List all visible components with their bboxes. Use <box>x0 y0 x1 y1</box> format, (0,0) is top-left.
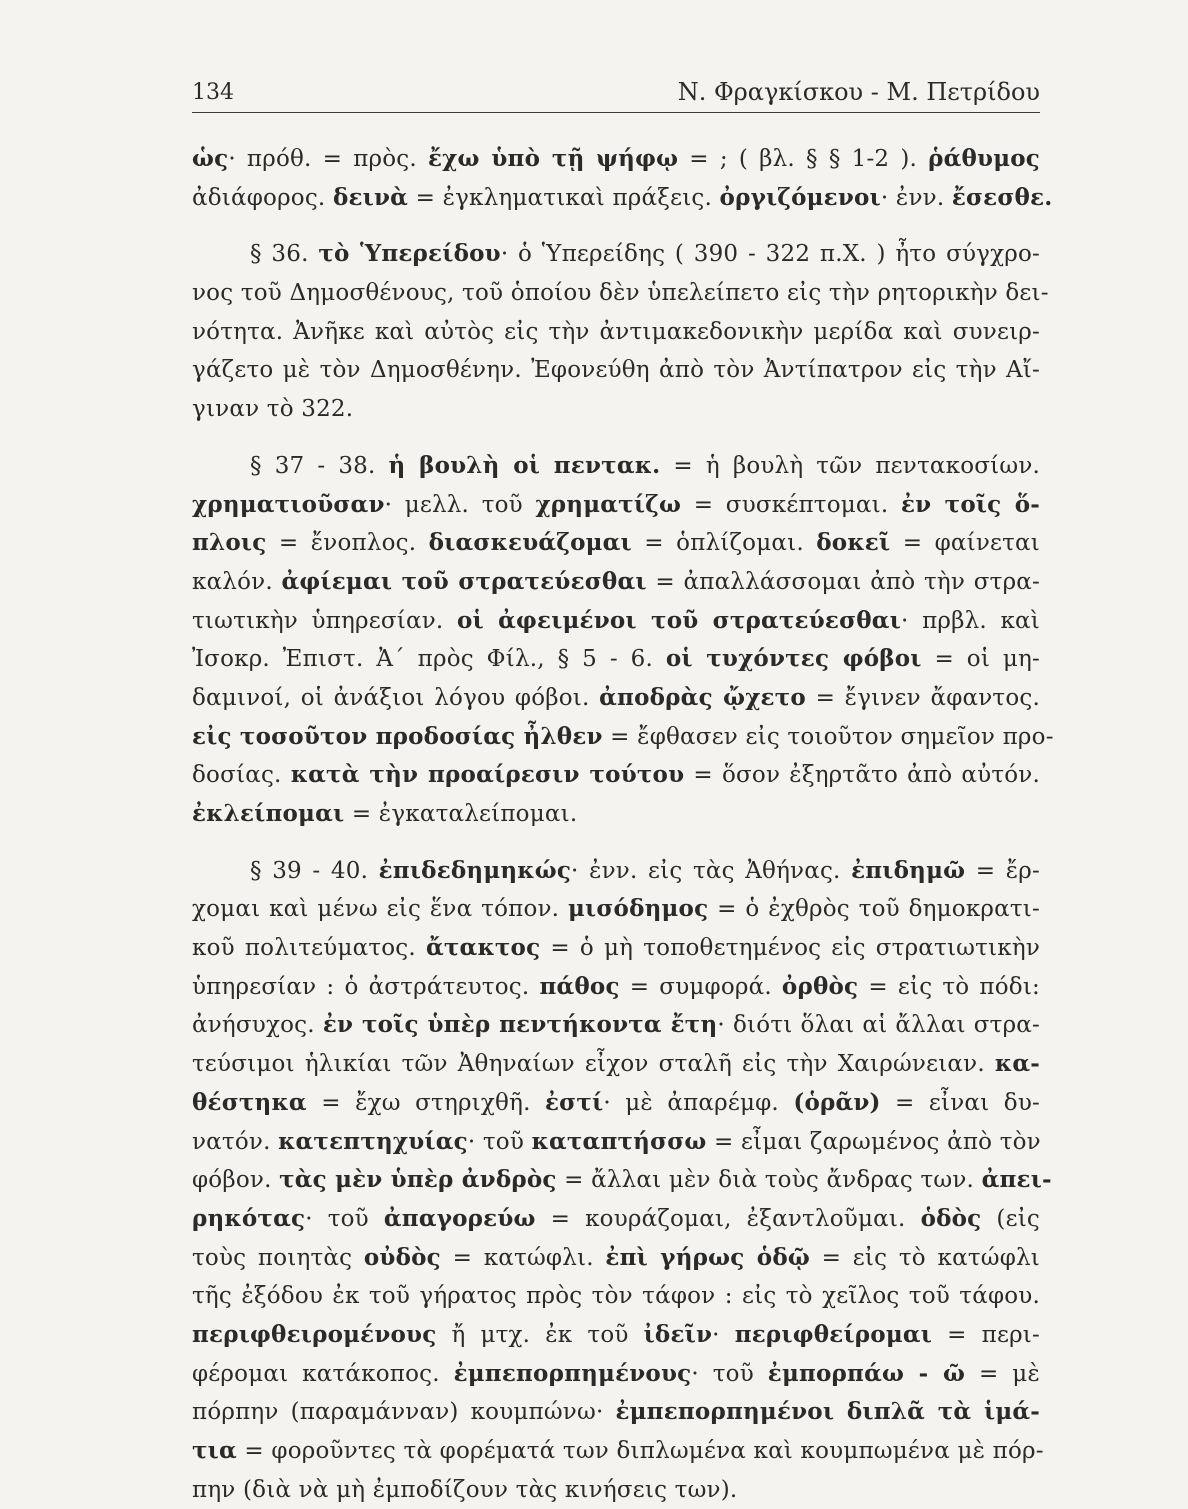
gloss-text: = κατώφλι. <box>440 1244 606 1271</box>
gloss-text: · πρόθ. = πρὸς. <box>228 146 428 172</box>
lemma-term: τὸ Ὑπερείδου <box>318 240 501 268</box>
text-line <box>192 602 1040 641</box>
gloss-text: = μὲ <box>965 1360 1040 1387</box>
gloss-text: § 37 - 38. <box>250 452 389 479</box>
gloss-text: νατόν. <box>192 1128 279 1155</box>
lemma-term: οὐδὸς <box>363 1243 441 1271</box>
lemma-term: ἰδεῖν <box>643 1320 713 1348</box>
text-line <box>192 640 1040 679</box>
lemma-term: ἐπὶ γήρως ὁδῷ <box>605 1243 810 1271</box>
gloss-text: τεύσιμοι ἡλικίαι τῶν Ἀθηναίων εἶχον σταλῆ εἰς τὴν Χαιρώνειαν. <box>192 1051 995 1078</box>
gloss-text: ἤ μτχ. ἐκ τοῦ <box>436 1321 644 1348</box>
gloss-text: = φαίνεται <box>890 530 1041 557</box>
gloss-text: = ; ( βλ. § § 1-2 ). <box>678 146 929 172</box>
gloss-text: = εἶναι δυ- <box>880 1089 1040 1116</box>
gloss-text: = ἐγκληματικαὶ πράξεις. <box>408 184 720 211</box>
lemma-term: ἐπιδημῶ <box>851 856 966 884</box>
lemma-term: ἐμπεπορπημένοι διπλᾶ τὰ ἱμά- <box>615 1398 1040 1426</box>
gloss-text: νος τοῦ Δημοσθένους, τοῦ ὁποίου δὲν ὑπελείπετο εἰς τὴν ρητορικὴν δει- <box>192 280 1049 307</box>
gloss-text: καλόν. <box>192 568 282 595</box>
lemma-term: δεινὰ <box>332 183 409 211</box>
gloss-text: τιωτικὴν ὑπηρεσίαν. <box>192 607 457 634</box>
text-line <box>192 1432 1044 1471</box>
gloss-text: § 36. <box>250 241 319 268</box>
gloss-text: πην (διὰ νὰ μὴ ἐμποδίζουν τὰς κινήσεις των). <box>192 1476 738 1503</box>
text-line <box>192 486 1040 525</box>
paragraph <box>192 140 1053 217</box>
lemma-term: δοκεῖ <box>816 529 891 557</box>
lemma-term: καταπτήσσω <box>531 1127 707 1155</box>
gloss-text: φόβον. <box>192 1167 280 1194</box>
gloss-text: · <box>712 1321 735 1348</box>
lemma-term: πλοις <box>192 529 267 557</box>
lemma-term: κα- <box>994 1050 1040 1078</box>
gloss-text: = κουράζομαι, ἐξαντλοῦμαι. <box>535 1205 921 1232</box>
gloss-text: = ἔνοπλος. <box>266 530 429 557</box>
lemma-term: ὡς <box>192 145 229 172</box>
gloss-text: = εἰς τὸ κατώφλι <box>809 1244 1041 1271</box>
paragraph-gap <box>192 217 1040 235</box>
text-line <box>192 1084 1040 1123</box>
gloss-text: = ἀπαλλάσσομαι ἀπὸ τὴν στρα- <box>646 568 1041 595</box>
gloss-text: · διότι ὅλαι αἱ ἄλλαι στρα- <box>717 1012 1041 1039</box>
gloss-text: δαμινοί, οἱ ἀνάξιοι λόγου φόβοι. <box>192 684 600 711</box>
gloss-text: · μὲ ἀπαρέμφ. <box>603 1089 794 1116</box>
text-line <box>192 1393 1040 1432</box>
text-line <box>192 1123 1040 1162</box>
text-line <box>192 235 1040 274</box>
lemma-term: οἱ τυχόντες φόβοι <box>665 645 922 673</box>
gloss-text: = φοροῦντες τὰ φορέματά των διπλωμένα καὶ κουμπωμένα μὲ πόρ- <box>236 1438 1044 1464</box>
gloss-text: φέρομαι κατάκοπος. <box>192 1360 454 1387</box>
gloss-text: = ὅσον ἐξηρτᾶτο ἀπὸ αὐτόν. <box>684 762 1040 789</box>
text-line <box>192 563 1040 602</box>
paragraph <box>192 235 1049 428</box>
gloss-text: ἀδιάφορος. <box>192 184 333 211</box>
gloss-text: · τοῦ <box>691 1360 768 1387</box>
gloss-text: = συμφορά. <box>619 973 782 1000</box>
lemma-term: ἐν τοῖς ὅ- <box>900 490 1040 518</box>
text-line <box>192 179 1053 218</box>
lemma-term: κατεπτηχυίας <box>278 1127 468 1155</box>
gloss-text: = ἐγκαταλείπομαι. <box>344 801 578 827</box>
gloss-text: = οἱ μη- <box>921 646 1040 673</box>
text-line <box>192 929 1040 968</box>
lemma-term: τια <box>192 1437 237 1464</box>
lemma-term: ἐστί <box>544 1088 604 1116</box>
lemma-term: ἀποδρὰς ᾤχετο <box>599 683 806 711</box>
gloss-text: · ὁ Ὑπερείδης ( 390 - 322 π.Χ. ) ἦτο σύγχρο- <box>500 241 1040 268</box>
lemma-term: μισόδημος <box>568 895 709 923</box>
text-line <box>192 524 1040 563</box>
lemma-term: ἡ βουλὴ οἱ πεντακ. <box>388 451 661 479</box>
lemma-term: ὀρθὸς <box>781 972 859 1000</box>
text-line <box>192 890 1040 929</box>
text-line <box>192 351 1040 390</box>
gloss-text: · τοῦ <box>305 1205 384 1232</box>
lemma-term: περιφθείρομαι <box>734 1320 933 1348</box>
gloss-text: = ὁ μὴ τοποθετημένος εἰς στρατιωτικὴν <box>540 935 1040 962</box>
text-line <box>192 679 1040 718</box>
text-line <box>192 447 1040 486</box>
lemma-term: ὀργιζόμενοι <box>719 183 881 211</box>
text-line <box>192 1471 1040 1509</box>
lemma-term: εἰς τοσοῦτον προδοσίας ἦλθεν <box>192 722 603 750</box>
lemma-term: ἀπει- <box>981 1166 1052 1194</box>
lemma-term: ὁδὸς <box>920 1204 982 1232</box>
text-line <box>192 274 1049 313</box>
lemma-term: τὰς μὲν ὑπὲρ ἀνδρὸς <box>279 1166 557 1194</box>
lemma-term: ἐν τοῖς ὑπὲρ πεντήκοντα ἔτη <box>322 1011 718 1039</box>
text-line <box>192 1316 1040 1355</box>
paragraph-gap <box>192 834 1040 852</box>
text-line <box>192 1200 1040 1239</box>
gloss-text: γάζετο μὲ τὸν Δημοσθένην. Ἐφονεύθη ἀπὸ τὸν Ἀντίπατρον εἰς τὴν Αἴ- <box>192 357 1040 384</box>
lemma-term: ρηκότας <box>192 1204 306 1232</box>
gloss-text: · μελλ. τοῦ <box>384 491 536 518</box>
gloss-text: ἀνήσυχος. <box>192 1012 323 1039</box>
gloss-text: Ἰσοκρ. Ἐπιστ. Ἀ΄ πρὸς Φίλ., § 5 - 6. <box>192 646 666 673</box>
text-line <box>192 390 1040 429</box>
text-line <box>192 1239 1040 1278</box>
lemma-term: ἀφίεμαι τοῦ στρατεύεσθαι <box>281 567 647 595</box>
lemma-term: ἔχω ὑπὸ τῇ ψήφῳ <box>427 145 679 172</box>
text-line <box>192 756 1040 795</box>
gloss-text: § 39 - 40. <box>250 857 379 884</box>
text-line <box>192 968 1040 1007</box>
gloss-text: = περι- <box>932 1321 1041 1348</box>
gloss-text: = ἄλλαι μὲν διὰ τοὺς ἄνδρας των. <box>556 1167 982 1194</box>
gloss-text: · τοῦ <box>467 1128 532 1155</box>
page-number: 134 <box>192 80 234 105</box>
gloss-text: = ἔγινεν ἄφαντος. <box>805 684 1041 711</box>
text-line <box>192 1045 1040 1084</box>
gloss-text: = συσκέπτομαι. <box>681 491 901 518</box>
gloss-text: · ἐνν. εἰς τὰς Ἀθήνας. <box>571 857 852 884</box>
text-line <box>192 1277 1040 1316</box>
gloss-text: = ὁπλίζομαι. <box>631 530 817 557</box>
gloss-text: · ἐνν. <box>880 184 952 211</box>
gloss-text: = ἔφθασεν εἰς τοιοῦτον σημεῖον προ- <box>602 723 1054 750</box>
lemma-term: χρηματιοῦσαν <box>192 490 385 518</box>
gloss-text: = ἔχω στηριχθῆ. <box>306 1089 545 1116</box>
text-line <box>192 1006 1040 1045</box>
gloss-text: κοῦ πολιτεύματος. <box>192 935 426 962</box>
paragraph-gap <box>192 429 1040 447</box>
lemma-term: ἔσεσθε. <box>951 183 1053 211</box>
gloss-text: = εἰς τὸ πόδι: <box>858 973 1040 1000</box>
running-head-authors: Ν. Φραγκίσκου - Μ. Πετρίδου <box>677 78 1040 106</box>
lemma-term: ἐμπεπορπημένους <box>453 1359 692 1387</box>
gloss-text: (εἰς <box>981 1205 1040 1232</box>
paragraph <box>192 852 1052 1509</box>
text-line <box>192 313 1040 352</box>
text-line <box>192 795 1040 834</box>
running-header <box>192 78 1040 113</box>
lemma-term: κατὰ τὴν προαίρεσιν τούτου <box>290 761 685 789</box>
lemma-term: πάθος <box>539 972 620 1000</box>
lemma-term: οἱ ἀφειμένοι τοῦ στρατεύεσθαι <box>456 606 902 634</box>
lemma-term: διασκευάζομαι <box>428 529 632 557</box>
paragraph <box>192 447 1054 834</box>
lemma-term: ἐπιδεδημηκώς <box>378 856 572 884</box>
gloss-text: = ἡ βουλὴ τῶν πεντακοσίων. <box>660 452 1041 479</box>
lemma-term: ἄτακτος <box>425 934 541 962</box>
gloss-text: τῆς ἐξόδου ἐκ τοῦ γήρατος πρὸς τὸν τάφον : εἰς τὸ χεῖλος τοῦ τάφου. <box>192 1283 1040 1310</box>
lemma-term: περιφθειρομένους <box>192 1320 437 1348</box>
body-text <box>192 140 1054 1509</box>
gloss-text: = ἔρ- <box>965 857 1041 884</box>
gloss-text: = εἶμαι ζαρωμένος ἀπὸ τὸν <box>706 1128 1041 1155</box>
text-line <box>192 1161 1052 1200</box>
text-line <box>192 718 1054 757</box>
lemma-term: χρηματίζω <box>535 490 682 518</box>
gloss-text: πόρπην (παραμάνναν) κουμπώνω· <box>192 1399 616 1426</box>
text-line <box>192 852 1040 891</box>
gloss-text: ὑπηρεσίαν : ὁ ἀστράτευτος. <box>192 973 540 1000</box>
gloss-text: = ὁ ἐχθρὸς τοῦ δημοκρατι- <box>708 896 1040 923</box>
gloss-text: · πρβλ. καὶ <box>901 607 1040 634</box>
text-line <box>192 140 1040 179</box>
lemma-term: ἐκλείπομαι <box>192 800 345 827</box>
lemma-term: ἀπαγορεύω <box>383 1204 536 1232</box>
gloss-text: γιναν τὸ 322. <box>192 396 354 423</box>
lemma-term: ἐμπορπάω - ῶ <box>767 1359 966 1387</box>
gloss-text: τοὺς ποιητὰς <box>192 1244 364 1271</box>
lemma-term: ῥάθυμος <box>928 145 1040 172</box>
gloss-text: νότητα. Ἀνῆκε καὶ αὐτὸς εἰς τὴν ἀντιμακεδονικὴν μερίδα καὶ συνειρ- <box>192 318 1040 345</box>
gloss-text: δοσίας. <box>192 762 291 789</box>
text-line <box>192 1355 1040 1394</box>
gloss-text: χομαι καὶ μένω εἰς ἕνα τόπον. <box>192 896 568 923</box>
lemma-term: (ὁρᾶν) <box>793 1088 881 1116</box>
lemma-term: θέστηκα <box>192 1088 307 1116</box>
